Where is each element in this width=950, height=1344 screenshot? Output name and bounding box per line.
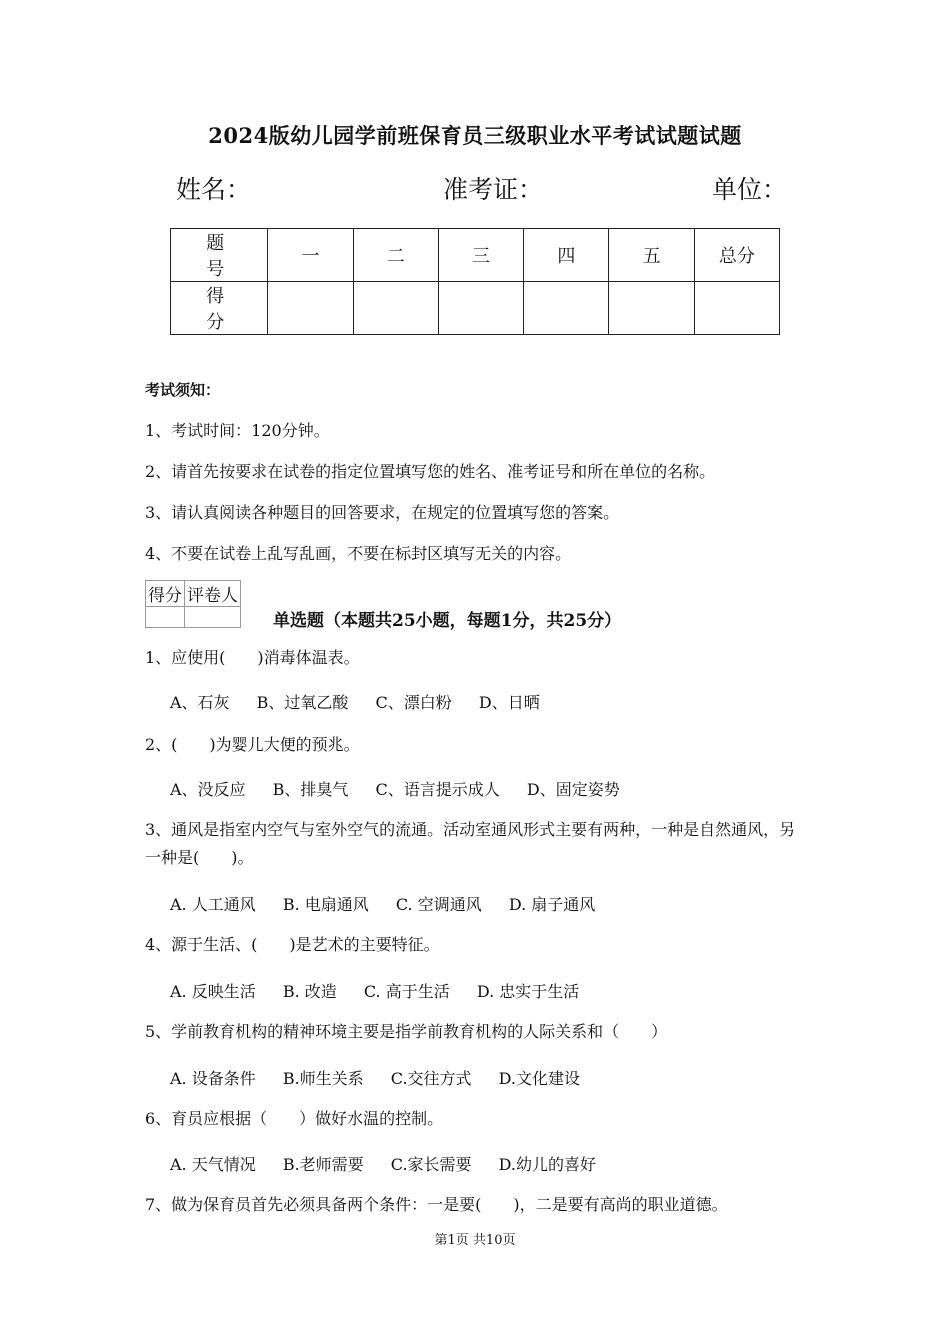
option[interactable]: A. 人工通风 xyxy=(170,895,256,914)
option[interactable]: B.老师需要 xyxy=(282,1155,364,1174)
score-cell[interactable] xyxy=(694,282,779,335)
option[interactable]: B. 改造 xyxy=(282,982,337,1001)
question-options xyxy=(170,892,617,915)
option[interactable]: B. 电扇通风 xyxy=(282,895,369,914)
note-item: 1、考试时间：120分钟。 xyxy=(145,421,330,440)
section-title: 单选题（本题共25小题，每题1分，共25分） xyxy=(273,611,622,631)
question-options xyxy=(170,690,562,713)
question-text: 5、学前教育机构的精神环境主要是指学前教育机构的人际关系和（ ） xyxy=(145,1022,668,1041)
question-text: 4、源于生活、( )是艺术的主要特征。 xyxy=(145,935,440,954)
note-item: 4、不要在试卷上乱写乱画，不要在标封区填写无关的内容。 xyxy=(145,544,572,563)
option[interactable]: B、过氧乙酸 xyxy=(256,693,349,712)
exam-id-label: 准考证： xyxy=(443,175,544,204)
score-header-cell: 题 号 xyxy=(171,229,268,282)
option[interactable]: C、语言提示成人 xyxy=(375,780,500,799)
option[interactable]: D、日晒 xyxy=(478,693,540,712)
option[interactable]: D、固定姿势 xyxy=(526,780,620,799)
score-cell[interactable] xyxy=(609,282,694,335)
grader-score-label: 得分 xyxy=(146,581,185,607)
score-row-label: 得 分 xyxy=(171,282,268,335)
question-text: 1、应使用( )消毒体温表。 xyxy=(145,648,360,667)
question-text: 3、通风是指室内空气与室外空气的流通。活动室通风形式主要有两种，一种是自然通风，另一种是( )。 xyxy=(145,820,796,867)
option[interactable]: A. 反映生活 xyxy=(170,982,256,1001)
option[interactable]: A. 天气情况 xyxy=(170,1155,256,1174)
score-header-cell: 五 xyxy=(609,229,694,282)
option[interactable]: C.交往方式 xyxy=(390,1069,472,1088)
option[interactable]: D. 扇子通风 xyxy=(508,895,596,914)
question-options xyxy=(170,1152,618,1175)
grader-box xyxy=(145,580,241,628)
score-header-cell: 一 xyxy=(268,229,353,282)
option[interactable]: C. 空调通风 xyxy=(395,895,482,914)
option[interactable]: C、漂白粉 xyxy=(375,693,452,712)
score-cell[interactable] xyxy=(524,282,609,335)
option[interactable]: D. 忠实于生活 xyxy=(476,982,580,1001)
note-item: 2、请首先按要求在试卷的指定位置填写您的姓名、准考证号和所在单位的名称。 xyxy=(145,462,716,481)
option[interactable]: A、没反应 xyxy=(170,780,246,799)
page-title: 2024版幼儿园学前班保育员三级职业水平考试试题试题 xyxy=(208,123,742,148)
name-label: 姓名： xyxy=(176,175,252,204)
note-item: 3、请认真阅读各种题目的回答要求，在规定的位置填写您的答案。 xyxy=(145,503,620,522)
question-options xyxy=(170,777,642,800)
grader-name-cell[interactable] xyxy=(185,607,241,628)
score-header-cell: 四 xyxy=(524,229,609,282)
option[interactable]: B.师生关系 xyxy=(282,1069,364,1088)
option[interactable]: B、排臭气 xyxy=(272,780,349,799)
option[interactable]: D.文化建设 xyxy=(498,1069,580,1088)
grader-name-label: 评卷人 xyxy=(185,581,241,607)
notes-title: 考试须知： xyxy=(145,381,221,399)
question-options xyxy=(170,1066,602,1089)
score-table xyxy=(170,228,780,335)
option[interactable]: C. 高于生活 xyxy=(363,982,450,1001)
question-options xyxy=(170,979,601,1002)
option[interactable]: C.家长需要 xyxy=(390,1155,472,1174)
unit-label: 单位： xyxy=(712,175,788,204)
option[interactable]: D.幼儿的喜好 xyxy=(498,1155,596,1174)
option[interactable]: A. 设备条件 xyxy=(170,1069,256,1088)
score-cell[interactable] xyxy=(268,282,353,335)
option[interactable]: A、石灰 xyxy=(170,693,230,712)
score-table-score-row xyxy=(171,282,780,335)
page-footer: 第1页 共10页 xyxy=(434,1233,516,1248)
score-header-cell: 总分 xyxy=(694,229,779,282)
question-text: 7、做为保育员首先必须具备两个条件：一是要( )，二是要有高尚的职业道德。 xyxy=(145,1195,728,1214)
grader-score-cell[interactable] xyxy=(146,607,185,628)
question-text: 6、育员应根据（ ）做好水温的控制。 xyxy=(145,1109,444,1128)
score-header-cell: 三 xyxy=(438,229,523,282)
score-cell[interactable] xyxy=(438,282,523,335)
score-table-header-row xyxy=(171,229,780,282)
score-header-cell: 二 xyxy=(353,229,438,282)
question-text: 2、( )为婴儿大便的预兆。 xyxy=(145,735,360,754)
score-cell[interactable] xyxy=(353,282,438,335)
